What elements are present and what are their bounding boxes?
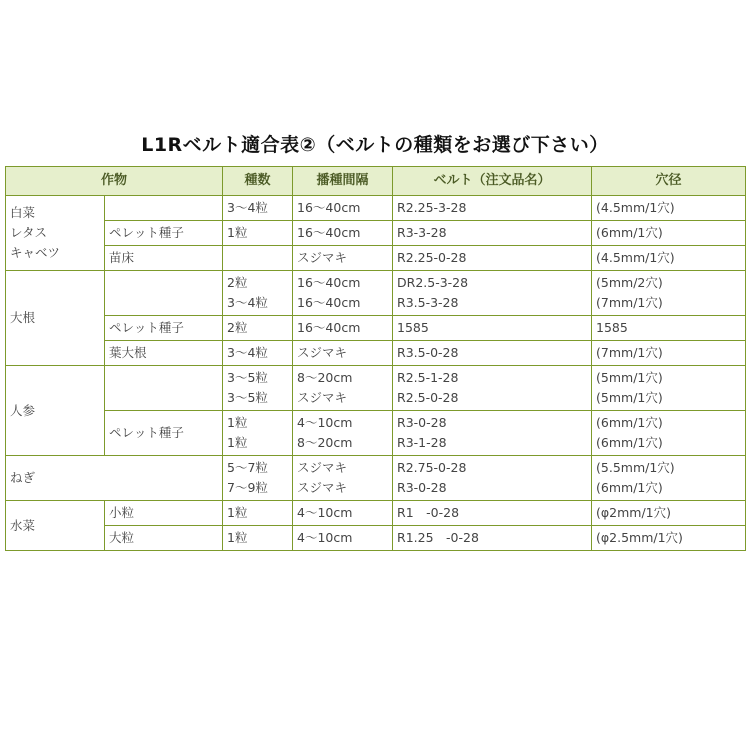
header-row bbox=[6, 167, 746, 196]
spacing-cell bbox=[293, 456, 393, 501]
spacing-value: 8～20cm bbox=[297, 435, 353, 450]
spacing-value: スジマキ bbox=[297, 480, 348, 495]
crop-ninjin: 人参 bbox=[6, 366, 105, 456]
spacing-cell: 4～10cm bbox=[293, 501, 393, 526]
table-row bbox=[6, 221, 746, 246]
hole-cell: (4.5mm/1穴) bbox=[592, 246, 746, 271]
spacing-cell bbox=[293, 271, 393, 316]
table-row bbox=[6, 316, 746, 341]
spacing-cell: 16～40cm bbox=[293, 316, 393, 341]
hole-value: (5.5mm/1穴) bbox=[596, 460, 675, 475]
seeds-cell bbox=[223, 271, 293, 316]
seeds-cell: 3～4粒 bbox=[223, 196, 293, 221]
table-row bbox=[6, 411, 746, 456]
seeds-value: 1粒 bbox=[227, 415, 248, 430]
spacing-cell: 16～40cm bbox=[293, 196, 393, 221]
header-hole: 穴径 bbox=[592, 167, 746, 196]
table-row bbox=[6, 456, 746, 501]
sub-type: ペレット種子 bbox=[105, 221, 223, 246]
header-spacing: 播種間隔 bbox=[293, 167, 393, 196]
belt-cell bbox=[393, 366, 592, 411]
table-row bbox=[6, 366, 746, 411]
sub-type: 苗床 bbox=[105, 246, 223, 271]
sub-type: ペレット種子 bbox=[105, 411, 223, 456]
spacing-value: 16～40cm bbox=[297, 275, 361, 290]
seeds-cell bbox=[223, 246, 293, 271]
hole-value: (5mm/1穴) bbox=[596, 390, 663, 405]
belt-value: R2.5-0-28 bbox=[397, 390, 459, 405]
table-row bbox=[6, 501, 746, 526]
spacing-cell bbox=[293, 366, 393, 411]
sub-type: ペレット種子 bbox=[105, 316, 223, 341]
hole-cell bbox=[592, 366, 746, 411]
crop-name: 白菜 bbox=[10, 205, 36, 220]
crop-negi: ねぎ bbox=[6, 456, 223, 501]
table-row bbox=[6, 196, 746, 221]
sub-type: 大粒 bbox=[105, 526, 223, 551]
belt-cell bbox=[393, 411, 592, 456]
seeds-value: 5～7粒 bbox=[227, 460, 268, 475]
crop-daikon: 大根 bbox=[6, 271, 105, 366]
sub-type bbox=[105, 196, 223, 221]
header-belt: ベルト（注文品名） bbox=[393, 167, 592, 196]
belt-value: R3.5-3-28 bbox=[397, 295, 459, 310]
seeds-cell: 3～4粒 bbox=[223, 341, 293, 366]
seeds-value: 3～4粒 bbox=[227, 295, 268, 310]
table-row bbox=[6, 271, 746, 316]
spacing-cell: スジマキ bbox=[293, 246, 393, 271]
belt-value: R3-1-28 bbox=[397, 435, 447, 450]
hole-cell: (7mm/1穴) bbox=[592, 341, 746, 366]
table-row bbox=[6, 341, 746, 366]
sub-type bbox=[105, 271, 223, 316]
hole-cell bbox=[592, 271, 746, 316]
belt-cell: R3.5-0-28 bbox=[393, 341, 592, 366]
belt-compatibility-table bbox=[5, 166, 746, 551]
spacing-value: 4～10cm bbox=[297, 415, 353, 430]
hole-cell: (4.5mm/1穴) bbox=[592, 196, 746, 221]
seeds-value: 7～9粒 bbox=[227, 480, 268, 495]
belt-value: R3-0-28 bbox=[397, 480, 447, 495]
crop-name: キャベツ bbox=[10, 245, 61, 260]
belt-cell: R1 -0-28 bbox=[393, 501, 592, 526]
hole-cell bbox=[592, 411, 746, 456]
hole-value: (6mm/1穴) bbox=[596, 435, 663, 450]
belt-cell: R2.25-0-28 bbox=[393, 246, 592, 271]
belt-cell: R1.25 -0-28 bbox=[393, 526, 592, 551]
page-title: L1Rベルト適合表②（ベルトの種類をお選び下さい） bbox=[141, 134, 609, 156]
belt-value: DR2.5-3-28 bbox=[397, 275, 469, 290]
seeds-value: 3～5粒 bbox=[227, 390, 268, 405]
hole-value: (6mm/1穴) bbox=[596, 415, 663, 430]
seeds-cell bbox=[223, 366, 293, 411]
header-crop: 作物 bbox=[6, 167, 223, 196]
hole-cell bbox=[592, 456, 746, 501]
belt-cell: R3-3-28 bbox=[393, 221, 592, 246]
crop-name: レタス bbox=[10, 225, 48, 240]
spacing-cell: 16～40cm bbox=[293, 221, 393, 246]
seeds-value: 3～5粒 bbox=[227, 370, 268, 385]
belt-cell bbox=[393, 271, 592, 316]
hole-cell: (6mm/1穴) bbox=[592, 221, 746, 246]
spacing-cell: 4～10cm bbox=[293, 526, 393, 551]
hole-cell: (φ2mm/1穴) bbox=[592, 501, 746, 526]
spacing-cell: スジマキ bbox=[293, 341, 393, 366]
sub-type: 小粒 bbox=[105, 501, 223, 526]
hole-cell: (φ2.5mm/1穴) bbox=[592, 526, 746, 551]
header-seeds: 種数 bbox=[223, 167, 293, 196]
seeds-value: 1粒 bbox=[227, 435, 248, 450]
belt-value: R2.75-0-28 bbox=[397, 460, 467, 475]
hole-value: (6mm/1穴) bbox=[596, 480, 663, 495]
spacing-value: スジマキ bbox=[297, 390, 348, 405]
spacing-value: スジマキ bbox=[297, 460, 348, 475]
belt-value: R3-0-28 bbox=[397, 415, 447, 430]
belt-cell: 1585 bbox=[393, 316, 592, 341]
hole-value: (5mm/2穴) bbox=[596, 275, 663, 290]
seeds-cell bbox=[223, 411, 293, 456]
crop-hakusai bbox=[6, 196, 105, 271]
sub-type: 葉大根 bbox=[105, 341, 223, 366]
spacing-value: 16～40cm bbox=[297, 295, 361, 310]
seeds-cell: 1粒 bbox=[223, 526, 293, 551]
hole-cell: 1585 bbox=[592, 316, 746, 341]
seeds-value: 2粒 bbox=[227, 275, 248, 290]
belt-cell: R2.25-3-28 bbox=[393, 196, 592, 221]
seeds-cell: 1粒 bbox=[223, 501, 293, 526]
spacing-cell bbox=[293, 411, 393, 456]
belt-cell bbox=[393, 456, 592, 501]
spacing-value: 8～20cm bbox=[297, 370, 353, 385]
crop-mizuna: 水菜 bbox=[6, 501, 105, 551]
seeds-cell: 2粒 bbox=[223, 316, 293, 341]
hole-value: (5mm/1穴) bbox=[596, 370, 663, 385]
belt-value: R2.5-1-28 bbox=[397, 370, 459, 385]
table-row bbox=[6, 246, 746, 271]
seeds-cell bbox=[223, 456, 293, 501]
sub-type bbox=[105, 366, 223, 411]
table-row bbox=[6, 526, 746, 551]
seeds-cell: 1粒 bbox=[223, 221, 293, 246]
hole-value: (7mm/1穴) bbox=[596, 295, 663, 310]
